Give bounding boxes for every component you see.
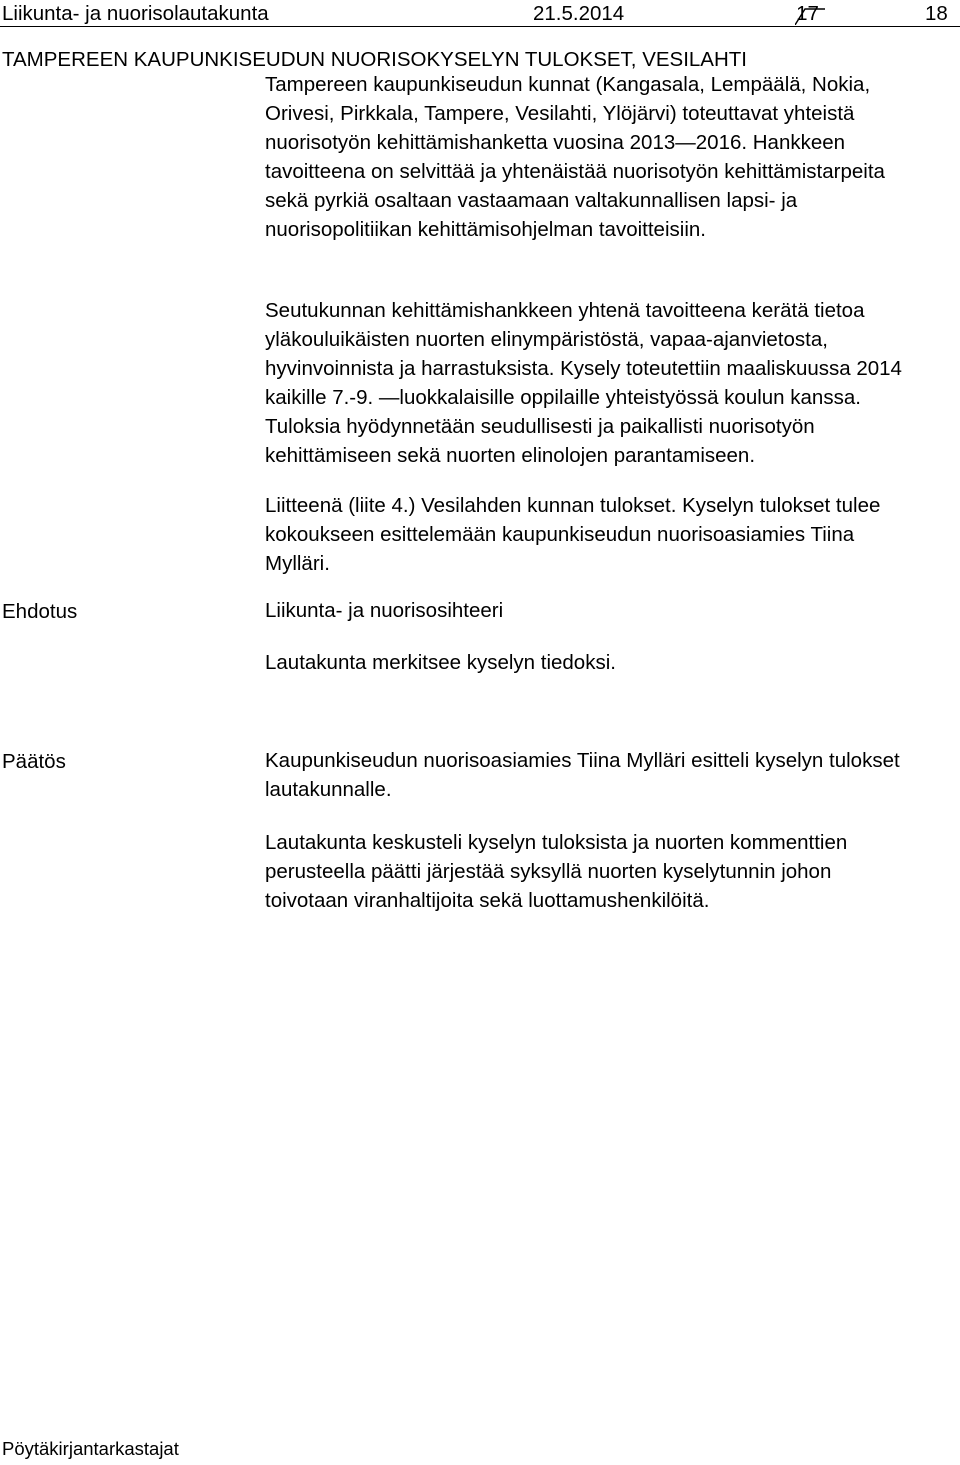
page-number: 18	[925, 2, 948, 25]
attachment-line: kokoukseen esittelemään kaupunkiseudun nuorisoasiamies Tiina	[265, 523, 855, 546]
decision-paragraph-1	[265, 746, 960, 804]
survey-line: Seutukunnan kehittämishankkeen yhtenä tavoitteena kerätä tietoa	[265, 299, 865, 322]
decision-line: Kaupunkiseudun nuorisoasiamies Tiina Mylläri esitteli kyselyn tulokset	[265, 749, 900, 772]
intro-line: Tampereen kaupunkiseudun kunnat (Kangasala, Lempäälä, Nokia,	[265, 73, 871, 96]
decision-line: perusteella päätti järjestää syksyllä nuorten kyselytunnin johon	[265, 860, 832, 883]
attachment-line: Liitteenä (liite 4.) Vesilahden kunnan tulokset. Kyselyn tulokset tulee	[265, 494, 881, 517]
survey-line: Tuloksia hyödynnetään seudullisesti ja paikallisti nuorisotyön	[265, 415, 815, 438]
proposal-presenter	[265, 596, 960, 625]
survey-paragraph	[265, 296, 960, 470]
intro-line: nuorisotyön kehittämishanketta vuosina 2013—2016. Hankkeen	[265, 131, 846, 154]
intro-line: Orivesi, Pirkkala, Tampere, Vesilahti, Ylöjärvi) toteuttavat yhteistä	[265, 102, 855, 125]
attachment-paragraph	[265, 491, 960, 578]
decision-paragraph-2	[265, 828, 960, 915]
intro-line: nuorisopolitiikan kehittämisohjelman tavoitteisiin.	[265, 218, 706, 241]
intro-line: tavoitteena on selvittää ja yhtenäistää nuorisotyön kehittämistarpeita	[265, 160, 885, 183]
survey-line: kaikille 7.-9. —luokkalaisille oppilaille yhteistyössä koulun kanssa.	[265, 386, 861, 409]
presenter-line: Liikunta- ja nuorisosihteeri	[265, 599, 504, 622]
attachment-line: Mylläri.	[265, 552, 330, 575]
decision-line: lautakunnalle.	[265, 778, 392, 801]
decision-line: toivotaan viranhaltijoita sekä luottamushenkilöitä.	[265, 889, 710, 912]
meeting-date: 21.5.2014	[533, 2, 625, 25]
survey-line: hyvinvoinnista ja harrastuksista. Kysely toteutettiin maaliskuussa 2014	[265, 357, 902, 380]
proposal-label: Ehdotus	[2, 600, 78, 623]
proposal-line: Lautakunta merkitsee kyselyn tiedoksi.	[265, 651, 616, 674]
survey-line: kehittämiseen sekä nuorten elinolojen parantamiseen.	[265, 444, 756, 467]
committee-name: Liikunta- ja nuorisolautakunta	[2, 2, 269, 25]
decision-label: Päätös	[2, 750, 66, 773]
survey-line: yläkouluikäisten nuorten elinympäristöstä, vapaa-ajanvietosta,	[265, 328, 828, 351]
section-number: 17	[796, 2, 819, 25]
intro-paragraph	[265, 70, 960, 244]
intro-line: sekä pyrkiä osaltaan vastaamaan valtakunnallisen lapsi- ja	[265, 189, 798, 212]
proposal-text	[265, 648, 960, 677]
page-header	[0, 2, 960, 27]
minutes-checkers-label: Pöytäkirjantarkastajat	[2, 1438, 179, 1459]
decision-line: Lautakunta keskusteli kyselyn tuloksista ja nuorten kommenttien	[265, 831, 848, 854]
document-title: TAMPEREEN KAUPUNKISEUDUN NUORISOKYSELYN TULOKSET, VESILAHTI	[2, 48, 748, 71]
